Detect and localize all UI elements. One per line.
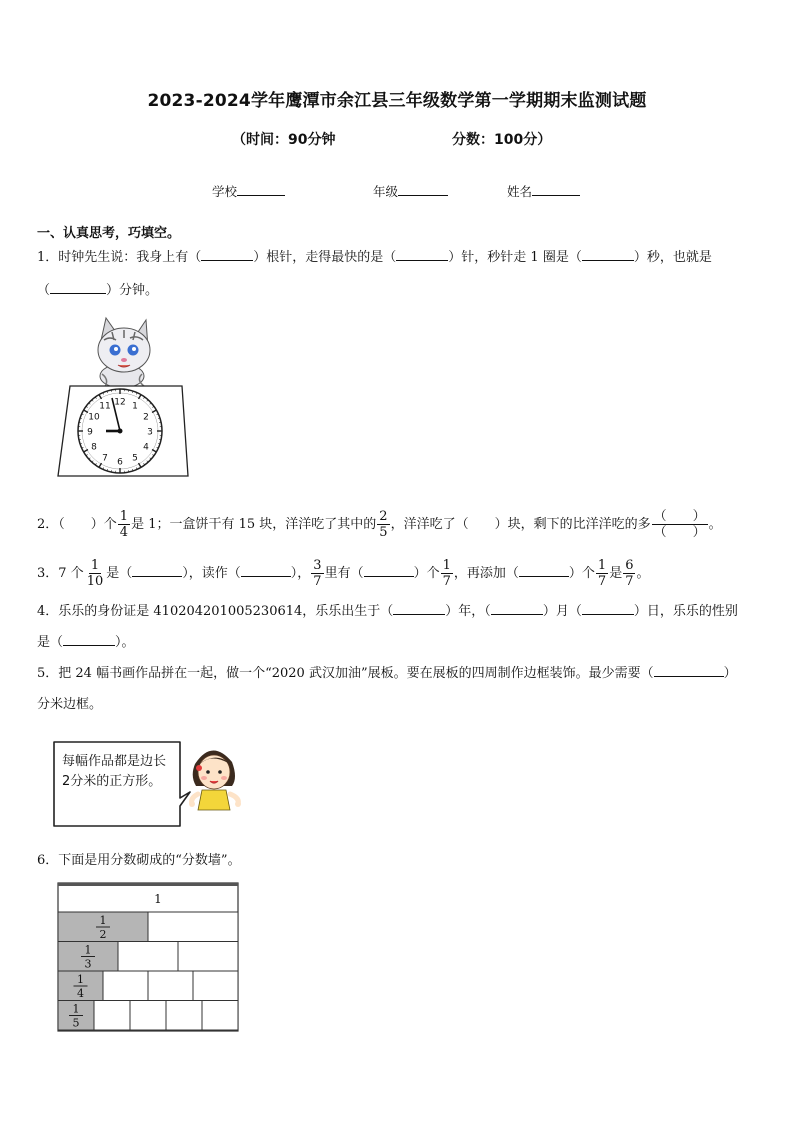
q3-text-i: ）个: [568, 566, 595, 581]
q4-line1: [37, 602, 738, 622]
clock-number: 1: [132, 401, 138, 412]
wall-brick: [193, 971, 238, 1001]
q4-text-a: 4．乐乐的身份证是 410204201005230614，乐乐出生于（: [37, 604, 394, 619]
q5-line2: 分米边框。: [37, 697, 103, 712]
wall-fraction-den: 5: [72, 1016, 80, 1030]
q1-line1: [37, 248, 712, 268]
q3-text-e: 里有（: [324, 566, 364, 581]
clock-number: 4: [143, 442, 149, 453]
fraction-1-4: [118, 509, 130, 540]
q3-f2-num: 3: [313, 558, 322, 573]
clock-icon: [78, 389, 162, 473]
q2-frac1-den: 4: [119, 525, 129, 540]
page-title: 2023-2024学年鹰潭市余江县三年级数学第一学期期末监测试题: [147, 91, 647, 111]
clock-number: 12: [114, 397, 126, 408]
name-label: 姓名: [507, 184, 533, 199]
q1-text-a: 1．时钟先生说：我身上有（: [37, 250, 202, 265]
school-field: [212, 182, 285, 200]
q5-text-a: 5．把 24 幅书画作品拼在一起，做一个“2020 武汉加油”展板。要在展板的四周制作边框装饰。最少需要（: [37, 666, 654, 681]
wall-fraction-den: 3: [84, 957, 92, 971]
wall-fraction-num: 1: [77, 973, 84, 986]
wall-brick: [166, 1001, 202, 1031]
q3-blank-2[interactable]: [241, 564, 291, 577]
q4-text-d: ）日，乐乐的性别: [633, 604, 738, 619]
q5-line1: [37, 664, 737, 684]
wall-brick: [202, 1001, 238, 1031]
name-field: [507, 182, 580, 200]
q1-text-b: ）根针，走得最快的是（: [253, 250, 397, 265]
q5-text-b: ）: [723, 666, 737, 681]
wall-brick: [103, 971, 148, 1001]
q2-frac2-num: 2: [379, 509, 388, 524]
wall-top-label: 1: [154, 892, 162, 906]
grade-blank[interactable]: [398, 183, 448, 196]
q4-text-c: ）月（: [542, 604, 582, 619]
grade-label: 年级: [373, 184, 399, 199]
q5-blank-1[interactable]: [654, 664, 724, 677]
speech-text: 每幅作品都是边长2分米的正方形。: [62, 754, 167, 789]
wall-fraction-den: 4: [77, 987, 84, 1000]
clock-number: 5: [132, 453, 138, 464]
q3-f2-den: 7: [313, 574, 322, 589]
clock-number: 3: [147, 427, 153, 438]
q2-answer-num[interactable]: （ ）: [653, 509, 706, 524]
fraction-1-7-b: [596, 558, 608, 589]
fraction-1-10: [85, 558, 106, 589]
q3-blank-4[interactable]: [519, 564, 569, 577]
fraction-3-7: [311, 558, 323, 589]
q4-blank-1[interactable]: [393, 602, 445, 615]
q4-line2: [37, 633, 135, 653]
q2-text-d: ，洋洋吃了（: [390, 517, 469, 532]
q1-blank-4[interactable]: [50, 281, 106, 294]
wall-brick: [148, 912, 238, 942]
wall-brick: [148, 971, 193, 1001]
clock-number: 10: [88, 412, 100, 423]
fraction-wall: [57, 882, 239, 1032]
wall-fraction-num: 1: [84, 943, 92, 957]
q3-blank-1[interactable]: [132, 564, 182, 577]
q2-answer-fraction[interactable]: [652, 509, 708, 540]
q1-text-c: ）针，秒针走 1 圈是（: [448, 250, 582, 265]
q1-text-e: （: [37, 283, 51, 298]
clock-number: 8: [91, 442, 97, 453]
wall-brick: [94, 1001, 130, 1031]
q3-f5-num: 6: [625, 558, 634, 573]
q3-text-b: 是（: [106, 566, 133, 581]
q1-blank-1[interactable]: [201, 248, 253, 261]
wall-fraction-den: 2: [99, 928, 107, 941]
q1-blank-2[interactable]: [396, 248, 448, 261]
exam-time: （时间：90分钟: [232, 132, 336, 148]
q2-text-f: 。: [708, 517, 722, 532]
q4-text-f: ）。: [115, 635, 135, 650]
q3-text-g: ）个: [413, 566, 440, 581]
q3-blank-3[interactable]: [364, 564, 414, 577]
school-blank[interactable]: [237, 183, 285, 196]
q4-blank-4[interactable]: [63, 633, 115, 646]
clock-number: 2: [143, 412, 149, 423]
q4-blank-3[interactable]: [582, 602, 634, 615]
q4-text-b: ）年，（: [445, 604, 491, 619]
q3-f4-den: 7: [597, 574, 607, 589]
q3-text-k: 。: [636, 566, 650, 581]
q3-text-j: 是: [609, 566, 623, 581]
q4-text-e: 是（: [37, 635, 64, 650]
cat-clock-illustration: [40, 310, 210, 486]
wall-fraction-num: 1: [99, 914, 107, 927]
wall-brick: [118, 942, 178, 972]
q3-f4-num: 1: [597, 558, 607, 573]
q4-blank-2[interactable]: [491, 602, 543, 615]
section-heading: 一、认真思考，巧填空。: [37, 226, 181, 241]
wall-brick: [130, 1001, 166, 1031]
name-blank[interactable]: [532, 183, 580, 196]
q3-text-h: ，再添加（: [453, 566, 519, 581]
fraction-2-5: [377, 509, 389, 540]
fraction-6-7: [623, 558, 635, 589]
q2-text-e: ）块，剩下的比洋洋吃的多: [494, 517, 651, 532]
q3-f3-num: 1: [442, 558, 451, 573]
q1-line2: [37, 281, 158, 301]
wall-fraction-num: 1: [72, 1002, 80, 1016]
clock-number: 9: [87, 427, 93, 438]
q2-frac2-den: 5: [379, 525, 388, 540]
q3-line: [37, 557, 650, 591]
q3-text-c: ），读作（: [182, 566, 241, 581]
cat-icon: [98, 318, 150, 388]
school-label: 学校: [212, 184, 238, 199]
clock-number: 7: [102, 453, 108, 464]
q3-f3-den: 7: [442, 574, 451, 589]
q2-line: [37, 508, 722, 542]
grade-field: [373, 182, 448, 200]
q2-text-a: 2．（: [37, 517, 65, 532]
q3-text-a: 3．7 个: [37, 566, 84, 581]
clock-number: 11: [99, 401, 111, 412]
q3-f1-den: 10: [86, 574, 104, 589]
q2-text-b: ）个: [90, 517, 117, 532]
fraction-1-7-a: [441, 558, 453, 589]
q1-blank-3[interactable]: [582, 248, 634, 261]
q2-frac1-num: 1: [119, 509, 129, 524]
exam-score: 分数：100分）: [452, 132, 552, 148]
q1-text-f: ）分钟。: [106, 283, 159, 298]
q2-text-c: 是 1；一盒饼干有 15 块，洋洋吃了其中的: [131, 517, 377, 532]
clock-number: 6: [117, 457, 123, 468]
q3-f5-den: 7: [625, 574, 634, 589]
q3-text-d: ），: [290, 566, 311, 581]
q3-f1-num: 1: [90, 558, 100, 573]
girl-icon: [189, 750, 241, 810]
q6-text: 6．下面是用分数砌成的“分数墙”。: [37, 853, 241, 868]
q2-answer-den[interactable]: （ ）: [653, 525, 706, 540]
wall-brick: [178, 942, 238, 972]
q1-text-d: ）秒，也就是: [633, 250, 712, 265]
